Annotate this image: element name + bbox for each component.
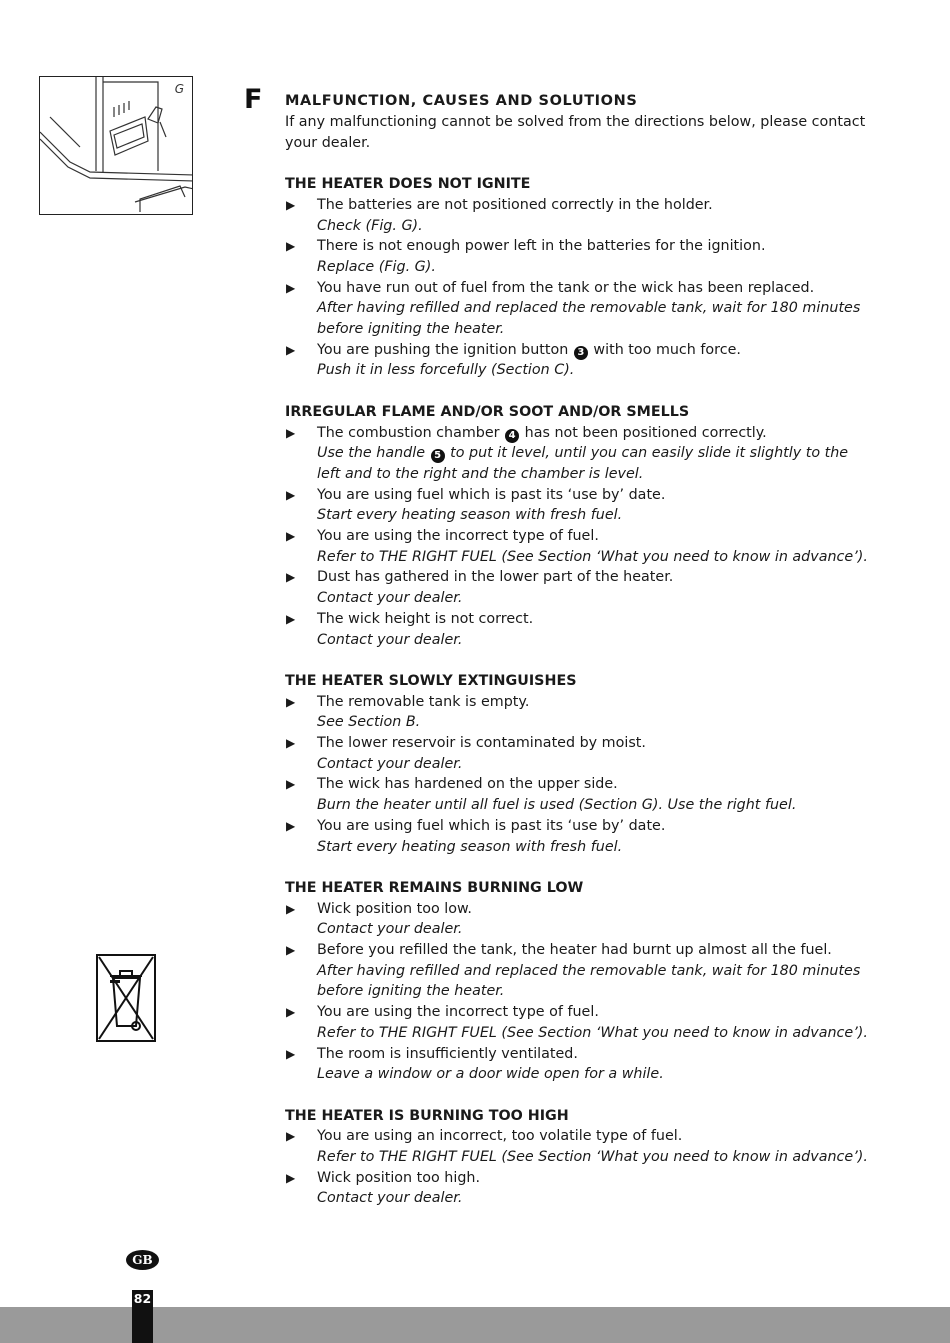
troubleshooting-item <box>285 1126 869 1167</box>
troubleshooting-item <box>285 236 869 277</box>
cause-text: The wick height is not correct. <box>317 610 534 627</box>
triangle-right-icon: ▶ <box>286 1046 296 1061</box>
remedy-text: See Section B. <box>317 714 421 731</box>
remedy-text: Check (Fig. G). <box>317 217 423 234</box>
troubleshooting-item <box>285 692 869 733</box>
troubleshooting-item <box>285 485 869 526</box>
troubleshooting-group <box>285 878 869 1085</box>
remedy-text: After having refilled and replaced the removable tank, wait for 180 minutes before igniting the heater. <box>317 300 861 338</box>
triangle-right-icon: ▶ <box>286 239 296 254</box>
troubleshooting-item <box>285 423 869 485</box>
triangle-right-icon: ▶ <box>286 570 296 585</box>
cause-text-end: with too much force. <box>593 341 741 358</box>
triangle-right-icon: ▶ <box>286 529 296 544</box>
cause-text: You are using an incorrect, too volatile type of fuel. <box>317 1128 683 1145</box>
troubleshooting-item <box>285 816 869 857</box>
triangle-right-icon: ▶ <box>286 818 296 833</box>
remedy-text: Contact your dealer. <box>317 631 463 648</box>
cause-text: Wick position too low. <box>317 900 472 917</box>
remedy-text: Push it in less forcefully (Section C). <box>317 362 575 379</box>
troubleshooting-group <box>285 402 869 650</box>
troubleshooting-item <box>285 567 869 608</box>
troubleshooting-item <box>285 774 869 815</box>
group-heading: THE HEATER IS BURNING TOO HIGH <box>285 1107 569 1124</box>
remedy-text: Burn the heater until all fuel is used (Section G). Use the right fuel. <box>317 797 797 814</box>
group-heading: THE HEATER DOES NOT IGNITE <box>285 176 531 193</box>
troubleshooting-item <box>285 1168 869 1209</box>
triangle-right-icon: ▶ <box>286 611 296 626</box>
component-number-badge: 5 <box>431 449 445 463</box>
triangle-right-icon: ▶ <box>286 487 296 502</box>
remedy-text: Contact your dealer. <box>317 590 463 607</box>
group-heading: THE HEATER REMAINS BURNING LOW <box>285 879 584 896</box>
cause-text: You have run out of fuel from the tank or the wick has been replaced. <box>317 279 815 296</box>
triangle-right-icon: ▶ <box>286 197 296 212</box>
troubleshooting-item <box>285 733 869 774</box>
troubleshooting-groups <box>285 174 869 1209</box>
remedy-text: After having refilled and replaced the removable tank, wait for 180 minutes before igniting the heater. <box>317 962 861 1000</box>
cause-text-start: The combustion chamber <box>317 424 500 441</box>
cause-text: The wick has hardened on the upper side. <box>317 776 618 793</box>
remedy-text: Start every heating season with fresh fuel. <box>317 838 623 855</box>
remedy-text: Replace (Fig. G). <box>317 258 436 275</box>
section-letter: F <box>244 84 263 115</box>
remedy-text: Start every heating season with fresh fuel. <box>317 507 623 524</box>
language-badge: GB <box>126 1250 159 1270</box>
triangle-right-icon: ▶ <box>286 901 296 916</box>
troubleshooting-group <box>285 671 869 857</box>
cause-text <box>317 423 869 444</box>
cause-text-start: You are pushing the ignition button <box>317 341 569 358</box>
cause-text <box>317 340 869 361</box>
component-number-badge: 4 <box>505 429 519 443</box>
troubleshooting-item <box>285 609 869 650</box>
triangle-right-icon: ▶ <box>286 736 296 751</box>
cause-text-end: has not been positioned correctly. <box>524 424 767 441</box>
cause-text: The removable tank is empty. <box>317 693 530 710</box>
cause-text: The batteries are not positioned correctly in the holder. <box>317 196 713 213</box>
triangle-right-icon: ▶ <box>286 1005 296 1020</box>
section-title: MALFUNCTION, CAUSES AND SOLUTIONS <box>285 93 638 109</box>
cause-text: Before you refilled the tank, the heater had burnt up almost all the fuel. <box>317 942 832 959</box>
triangle-right-icon: ▶ <box>286 342 296 357</box>
triangle-right-icon: ▶ <box>286 1170 296 1185</box>
cause-text: Dust has gathered in the lower part of the heater. <box>317 569 674 586</box>
triangle-right-icon: ▶ <box>286 280 296 295</box>
troubleshooting-item <box>285 940 869 1002</box>
triangle-right-icon: ▶ <box>286 425 296 440</box>
troubleshooting-item <box>285 195 869 236</box>
troubleshooting-content <box>285 91 869 1230</box>
cause-text: You are using fuel which is past its ‘use by’ date. <box>317 486 666 503</box>
troubleshooting-group <box>285 1106 869 1210</box>
troubleshooting-item <box>285 278 869 340</box>
remedy-text <box>317 443 869 484</box>
remedy-text: Contact your dealer. <box>317 921 463 938</box>
remedy-text: Refer to THE RIGHT FUEL (See Section ‘What you need to know in advance’). <box>317 1024 868 1041</box>
triangle-right-icon: ▶ <box>286 1129 296 1144</box>
figure-label: G <box>174 82 184 96</box>
cause-text: You are using the incorrect type of fuel. <box>317 1004 599 1021</box>
page-number: 82 <box>133 1291 152 1306</box>
group-heading: THE HEATER SLOWLY EXTINGUISHES <box>285 672 577 689</box>
troubleshooting-item <box>285 1044 869 1085</box>
component-number-badge: 3 <box>574 346 588 360</box>
triangle-right-icon: ▶ <box>286 777 296 792</box>
troubleshooting-item <box>285 899 869 940</box>
troubleshooting-item <box>285 526 869 567</box>
remedy-text: Refer to THE RIGHT FUEL (See Section ‘What you need to know in advance’). <box>317 1149 868 1166</box>
heater-battery-illustration <box>40 77 193 215</box>
remedy-text: Refer to THE RIGHT FUEL (See Section ‘What you need to know in advance’). <box>317 548 868 565</box>
remedy-text: Contact your dealer. <box>317 1190 463 1207</box>
cause-text: There is not enough power left in the batteries for the ignition. <box>317 238 766 255</box>
triangle-right-icon: ▶ <box>286 943 296 958</box>
cause-text: The lower reservoir is contaminated by moist. <box>317 735 646 752</box>
troubleshooting-group <box>285 174 869 381</box>
cause-text: Wick position too high. <box>317 1169 481 1186</box>
figure-g-battery-holder <box>39 76 193 215</box>
intro-text: If any malfunctioning cannot be solved from the directions below, please contact your dealer. <box>285 114 866 151</box>
remedy-text: Leave a window or a door wide open for a while. <box>317 1066 664 1083</box>
crossed-out-wheelie-bin-icon <box>96 954 156 1042</box>
remedy-text-end: to put it level, until you can easily slide it slightly to the left and to the right and the chamber is level. <box>317 445 849 482</box>
cause-text: The room is insufficiently ventilated. <box>317 1045 578 1062</box>
remedy-text: Contact your dealer. <box>317 755 463 772</box>
cause-text: You are using the incorrect type of fuel. <box>317 528 599 545</box>
triangle-right-icon: ▶ <box>286 694 296 709</box>
troubleshooting-item <box>285 1002 869 1043</box>
cause-text: You are using fuel which is past its ‘use by’ date. <box>317 817 666 834</box>
troubleshooting-item <box>285 340 869 381</box>
remedy-text-start: Use the handle <box>317 445 425 462</box>
group-heading: IRREGULAR FLAME AND/OR SOOT AND/OR SMELLS <box>285 403 690 420</box>
